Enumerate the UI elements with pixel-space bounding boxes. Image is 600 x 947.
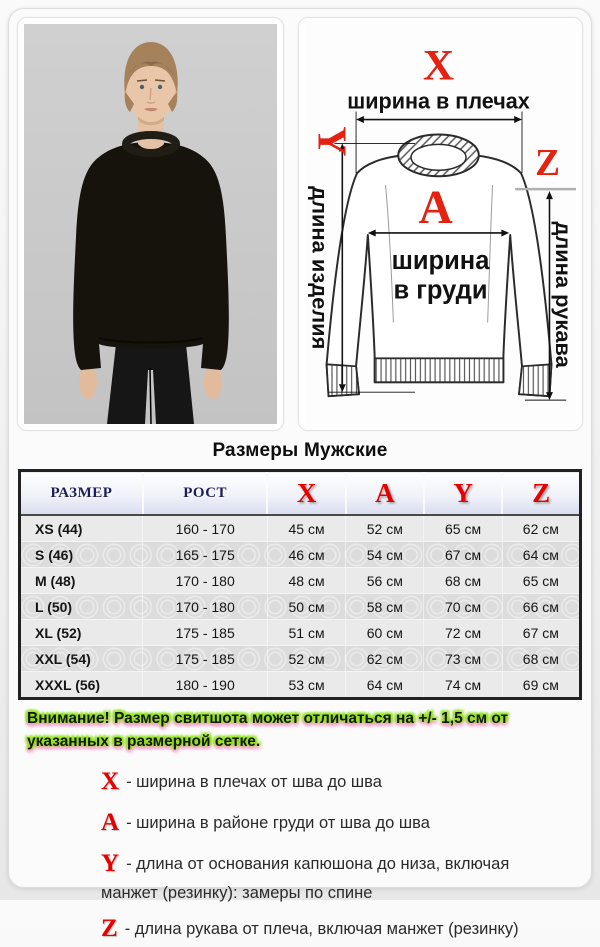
diagram-a-label-line2: в груди: [393, 276, 487, 304]
diagram-a-label-line1: ширина: [392, 247, 491, 275]
cell-size: XXL (54): [20, 646, 143, 672]
header-a: A: [346, 471, 424, 516]
measurement-legend: [17, 764, 583, 947]
legend-text-y: - длина от основания капюшона до низа, включая манжет (резинку): замеры по спине: [101, 855, 509, 902]
cell-z: 62 см: [502, 515, 580, 542]
cell-a: 58 см: [346, 594, 424, 620]
diagram-y-letter: Y: [310, 126, 356, 156]
diagram-x-label: ширина в плечах: [347, 88, 530, 113]
hem-band: [375, 358, 504, 382]
cell-y: 72 см: [424, 620, 502, 646]
size-table: [18, 469, 582, 700]
diagram-y-label: длина изделия: [307, 186, 332, 349]
legend-letter-y: Y: [101, 850, 119, 877]
model-photo: [24, 24, 277, 424]
header-y: Y: [424, 471, 502, 516]
table-row: [20, 594, 581, 620]
cell-x: 52 см: [267, 646, 345, 672]
cell-size: M (48): [20, 568, 143, 594]
legend-item-a: [17, 805, 583, 841]
cell-size: XXXL (56): [20, 672, 143, 699]
jeans-seam: [150, 368, 151, 424]
cell-y: 68 см: [424, 568, 502, 594]
cell-x: 53 см: [267, 672, 345, 699]
table-row: [20, 646, 581, 672]
cell-y: 74 см: [424, 672, 502, 699]
cell-a: 64 см: [346, 672, 424, 699]
cell-y: 70 см: [424, 594, 502, 620]
cell-x: 50 см: [267, 594, 345, 620]
measurement-diagram: [305, 24, 576, 424]
cell-height: 160 - 170: [143, 515, 268, 542]
cell-z: 69 см: [502, 672, 580, 699]
cell-a: 56 см: [346, 568, 424, 594]
diagram-x-letter: X: [423, 41, 454, 89]
table-title: Размеры Мужские: [17, 440, 583, 462]
cell-size: S (46): [20, 542, 143, 568]
cell-size: XS (44): [20, 515, 143, 542]
cell-a: 52 см: [346, 515, 424, 542]
header-x: X: [267, 471, 345, 516]
cell-x: 51 см: [267, 620, 345, 646]
left-eye: [140, 85, 144, 89]
cell-z: 66 см: [502, 594, 580, 620]
table-row: [20, 620, 581, 646]
cell-y: 67 см: [424, 542, 502, 568]
left-brow: [137, 80, 147, 81]
legend-text-x: - ширина в плечах от шва до шва: [126, 773, 382, 791]
legend-item-z: [17, 911, 583, 947]
table-row: [20, 542, 581, 568]
cell-z: 65 см: [502, 568, 580, 594]
legend-letter-z: Z: [101, 915, 118, 942]
header-z: Z: [502, 471, 580, 516]
cell-height: 180 - 190: [143, 672, 268, 699]
model-photo-panel: [17, 17, 284, 431]
header-size: РАЗМЕР: [20, 471, 143, 516]
right-hand: [204, 365, 222, 399]
cell-z: 68 см: [502, 646, 580, 672]
cell-a: 54 см: [346, 542, 424, 568]
measurement-diagram-panel: [298, 17, 583, 431]
diagram-z-label: длина рукава: [551, 221, 576, 368]
cell-size: XL (52): [20, 620, 143, 646]
table-header-row: [20, 471, 581, 516]
top-panels: [17, 17, 583, 431]
legend-letter-a: A: [101, 809, 119, 836]
legend-item-y: [17, 846, 583, 906]
table-row: [20, 568, 581, 594]
cell-z: 64 см: [502, 542, 580, 568]
cell-x: 46 см: [267, 542, 345, 568]
legend-letter-x: X: [101, 768, 119, 795]
cell-x: 45 см: [267, 515, 345, 542]
cell-a: 62 см: [346, 646, 424, 672]
cell-height: 175 - 185: [143, 620, 268, 646]
right-cuff: [519, 364, 551, 396]
table-row: [20, 515, 581, 542]
cell-x: 48 см: [267, 568, 345, 594]
cell-height: 170 - 180: [143, 594, 268, 620]
table-row: [20, 672, 581, 699]
cell-size: L (50): [20, 594, 143, 620]
cell-y: 73 см: [424, 646, 502, 672]
diagram-a-letter: A: [419, 182, 453, 234]
cell-y: 65 см: [424, 515, 502, 542]
header-height: РОСТ: [143, 471, 268, 516]
cell-height: 165 - 175: [143, 542, 268, 568]
cell-height: 170 - 180: [143, 568, 268, 594]
cell-a: 60 см: [346, 620, 424, 646]
diagram-z-letter: Z: [535, 143, 560, 184]
cell-z: 67 см: [502, 620, 580, 646]
right-eye: [158, 85, 162, 89]
size-guide-card: [8, 8, 592, 888]
legend-text-a: - ширина в районе груди от шва до шва: [126, 814, 430, 832]
size-tolerance-notice: Внимание! Размер свитшота может отличаться на +/- 1,5 см от указанных в размерной сетке.: [27, 707, 581, 754]
legend-text-z: - длина рукава от плеча, включая манжет (резинку): [125, 920, 519, 938]
legend-item-x: [17, 764, 583, 800]
left-hand: [79, 365, 97, 399]
cell-height: 175 - 185: [143, 646, 268, 672]
right-brow: [155, 80, 165, 81]
collar-inner: [411, 144, 466, 170]
sweatshirt: [73, 142, 229, 370]
